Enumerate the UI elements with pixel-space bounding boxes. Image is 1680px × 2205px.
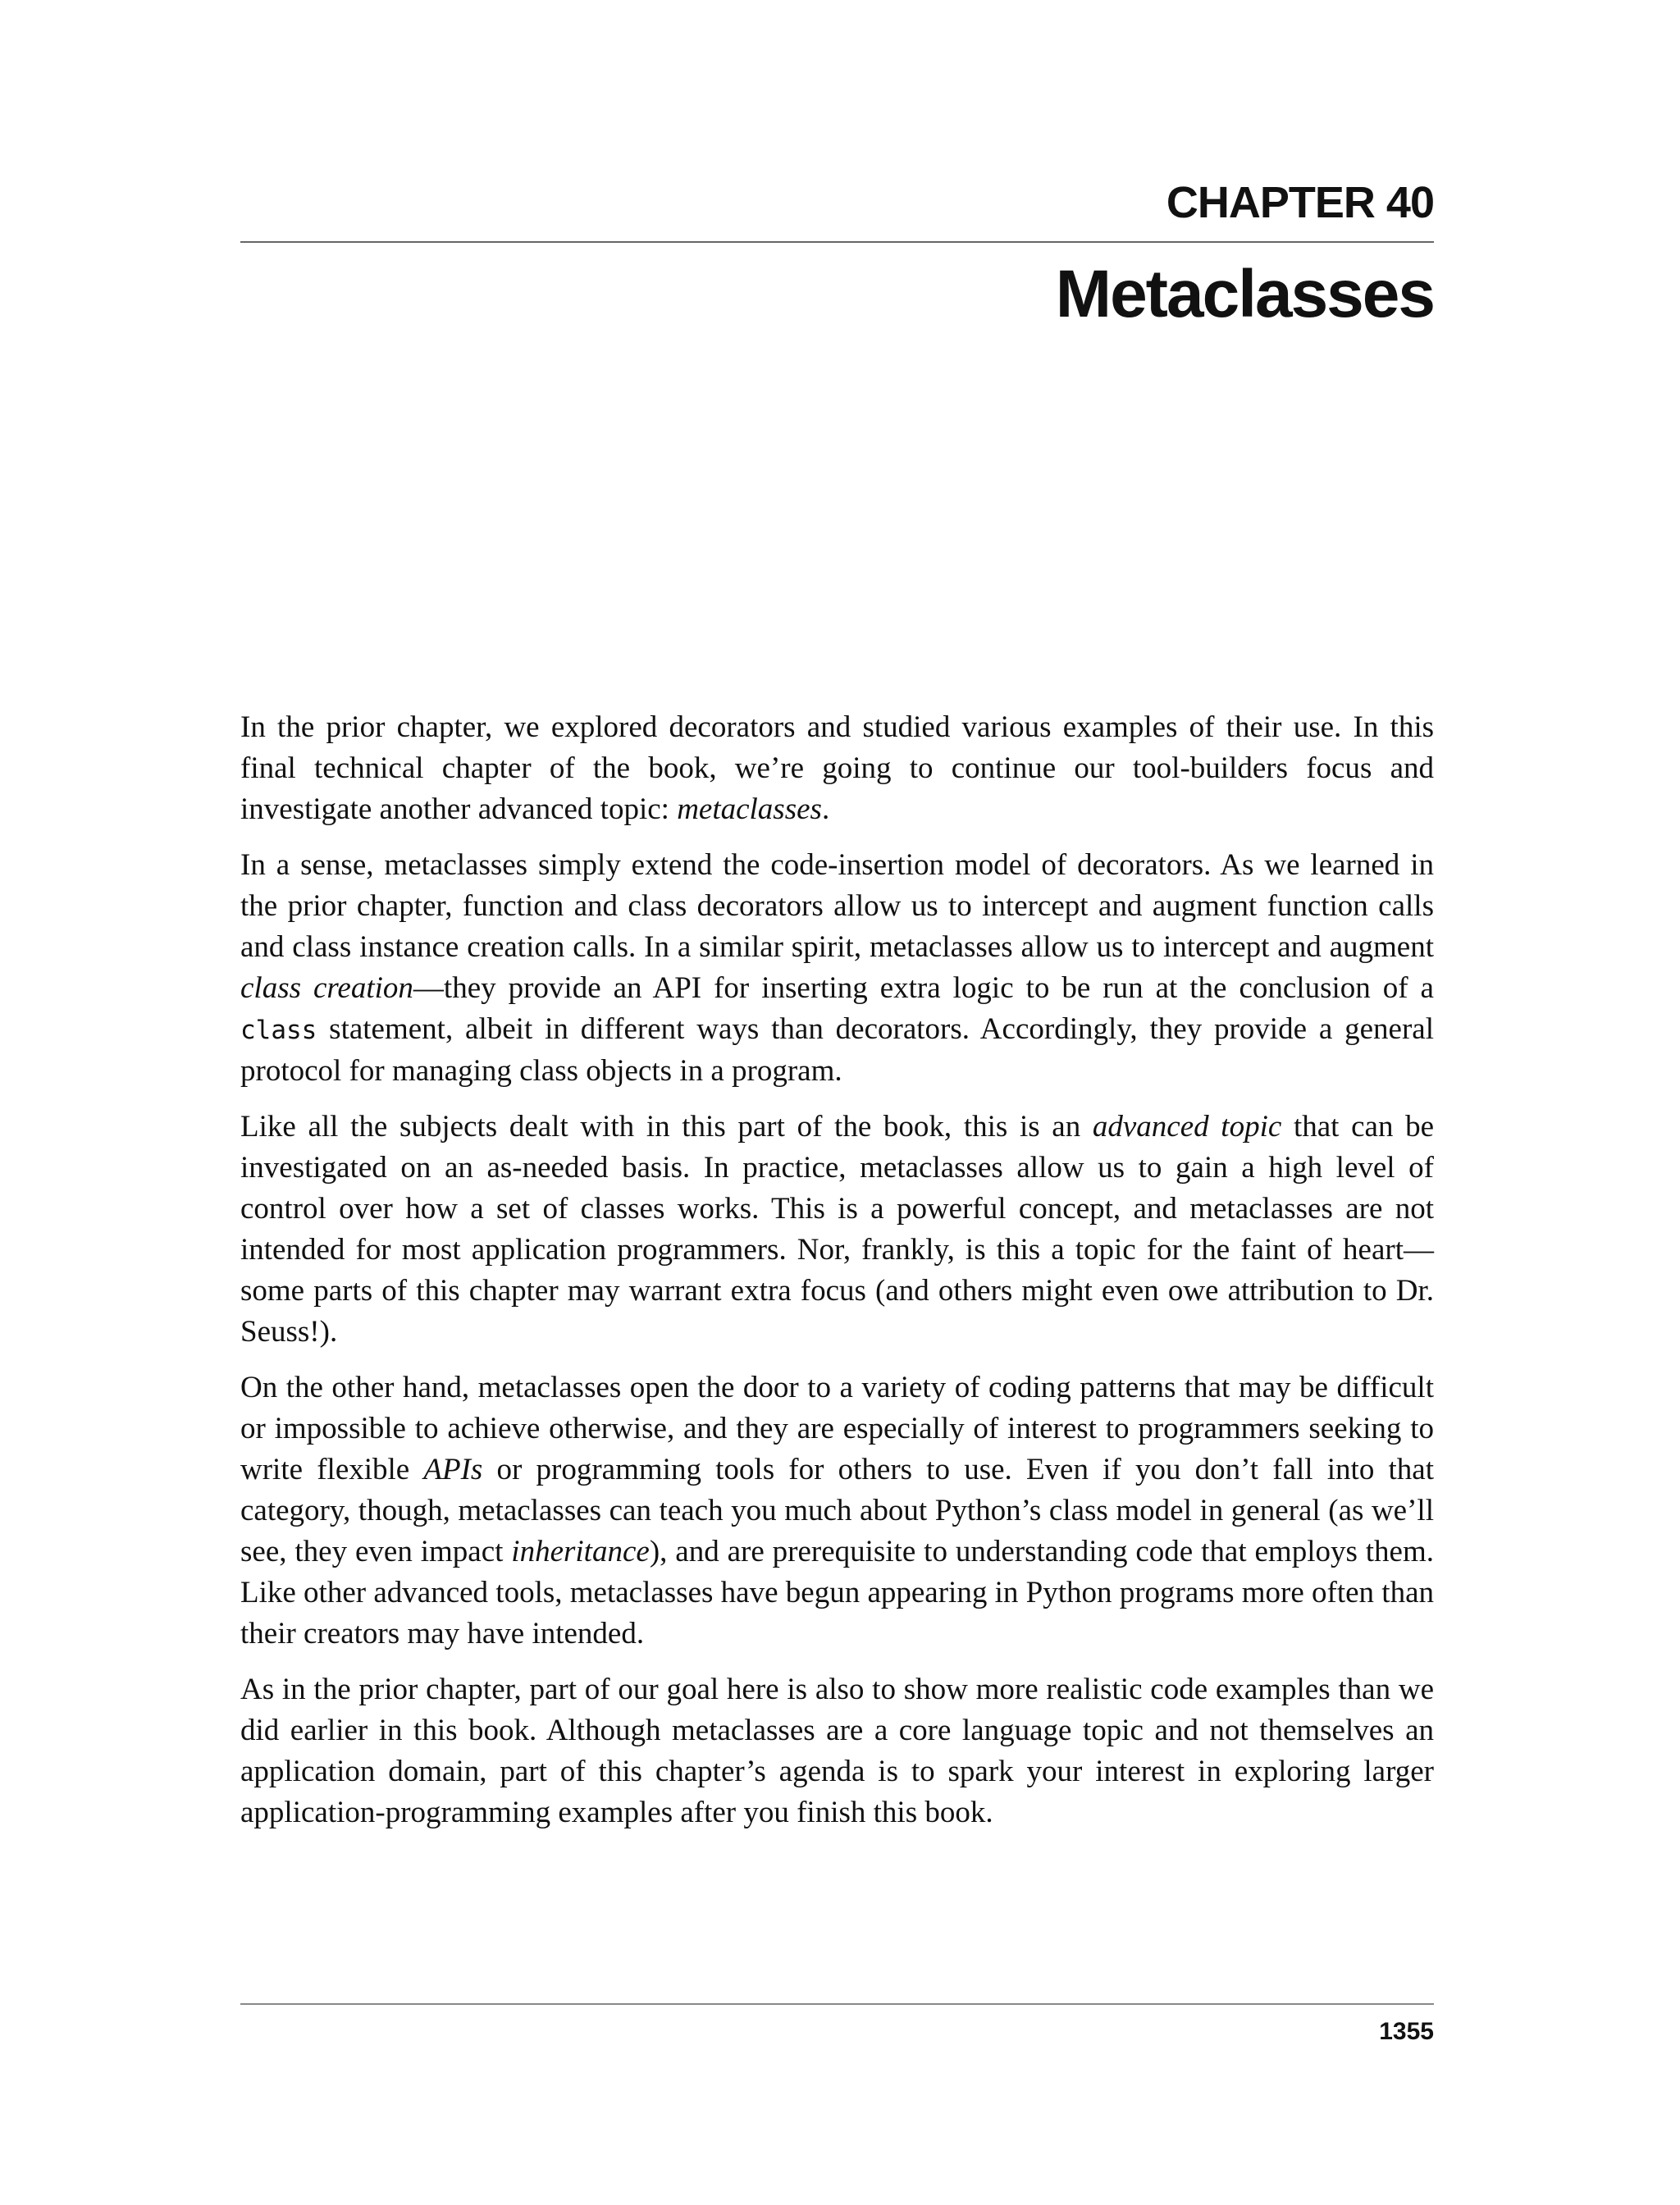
chapter-divider [240, 241, 1434, 243]
chapter-body [240, 707, 1434, 1848]
paragraph-2-text-1: In a sense, metaclasses simply extend the code-insertion model of decorators. As we learned in the prior chapter, function and class decorators allow us to intercept and augment function calls and class instance creation calls. In a similar spirit, metaclasses allow us to intercept and augment [240, 848, 1434, 964]
paragraph-3-text-2: that can be investigated on an as-needed basis. In practice, metaclasses allow us to gain a high level of control over how a set of classes works. This is a powerful concept, and metaclasses are not intended for most application programmers. Nor, frankly, is this a topic for the faint of heart—some parts of this chapter may warrant extra focus (and others might even owe attribution to Dr. Seuss!). [240, 1110, 1435, 1349]
paragraph-1-text-1: In the prior chapter, we explored decorators and studied various examples of their use. In this final technical chapter of the book, we’re going to continue our tool-builders focus and investigate another advanced topic: [240, 710, 1434, 826]
paragraph-4-text-1: On the other hand, metaclasses open the door to a variety of coding patterns that may be difficult or impossible to achieve otherwise, and they are especially of interest to programmers seeking to write flexible [240, 1371, 1434, 1486]
paragraph-2-emphasis-1: class creation [240, 971, 413, 1005]
paragraph-4-emphasis-1: APIs [423, 1453, 483, 1486]
paragraph-3-emphasis-1: advanced topic [1092, 1110, 1282, 1144]
footer-divider [240, 2003, 1434, 2005]
paragraph-2 [240, 845, 1434, 1092]
paragraph-1 [240, 707, 1434, 830]
paragraph-1-text-2: . [821, 792, 830, 826]
paragraph-2-code-1: class [240, 1016, 317, 1045]
paragraph-5 [240, 1669, 1434, 1833]
paragraph-2-text-3: statement, albeit in different ways than decorators. Accordingly, they provide a general protocol for managing class objects in a program. [240, 1012, 1434, 1088]
paragraph-3-text-1: Like all the subjects dealt with in this part of the book, this is an [240, 1110, 1093, 1144]
page-number: 1355 [1379, 2018, 1434, 2045]
paragraph-4-text-2: or programming tools for others to use. Even if you don’t fall into that category, though, metaclasses can teach you much about Python’s class model in general (as we’ll see, they even impact [240, 1453, 1434, 1568]
paragraph-4-emphasis-2: inheritance [511, 1535, 650, 1568]
chapter-title: Metaclasses [1055, 257, 1434, 331]
paragraph-2-text-2: —they provide an API for inserting extra logic to be run at the conclusion of a [413, 971, 1434, 1005]
chapter-label: CHAPTER 40 [1166, 178, 1434, 227]
paragraph-3 [240, 1107, 1434, 1353]
paragraph-5-text-1: As in the prior chapter, part of our goal here is also to show more realistic code examples than we did earlier in this book. Although metaclasses are a core language topic and not themselves an application domain, part of this chapter’s agenda is to spark your interest in exploring larger application-programming examples after you finish this book. [240, 1673, 1434, 1829]
paragraph-4-text-3: ), and are prerequisite to understanding code that employs them. Like other advanced tools, metaclasses have begun appearing in Python programs more often than their creators may have intended. [240, 1535, 1434, 1650]
paragraph-1-emphasis-1: metaclasses [677, 792, 822, 826]
paragraph-4 [240, 1367, 1434, 1655]
